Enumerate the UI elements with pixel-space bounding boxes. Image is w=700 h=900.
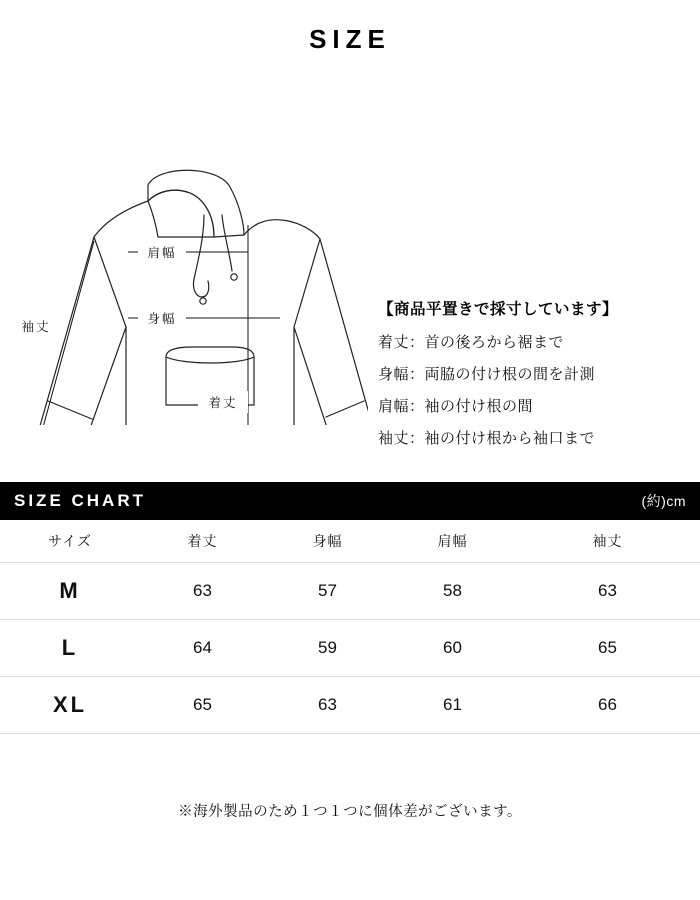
hoodie-diagram (8, 65, 368, 425)
diagram-label-chest (138, 307, 186, 329)
diagram-area (0, 65, 700, 447)
diagram-label-sleeve (10, 315, 62, 337)
cell-length: 65 (140, 677, 265, 734)
size-chart-table (0, 520, 700, 734)
column-header-chest: 身幅 (265, 520, 390, 563)
size-chart-title: SIZE CHART (14, 491, 146, 510)
svg-text:肩幅: 肩幅 (147, 246, 177, 260)
svg-text:身幅: 身幅 (147, 312, 177, 326)
cell-length: 63 (140, 563, 265, 620)
cell-chest: 63 (265, 677, 390, 734)
notes-heading: 【商品平置きで採寸しています】 (378, 301, 619, 318)
column-header-length: 着丈 (140, 520, 265, 563)
row-size-label: M (0, 563, 140, 620)
size-chart (0, 482, 700, 734)
table-row (0, 563, 700, 620)
cell-sleeve: 65 (515, 620, 700, 677)
svg-text:袖丈: 袖丈 (21, 320, 51, 334)
svg-text:着丈: 着丈 (208, 396, 238, 410)
note-line-length: 着丈：首の後ろから裾まで (378, 334, 565, 351)
size-chart-unit: (約)cm (641, 493, 686, 509)
table-row (0, 620, 700, 677)
cell-sleeve: 66 (515, 677, 700, 734)
footnote: ※海外製品のため１つ１つに個体差がございます。 (178, 804, 522, 820)
note-line-shoulder: 肩幅：袖の付け根の間 (378, 398, 534, 415)
diagram-label-shoulder (138, 241, 186, 263)
note-line-sleeve: 袖丈：袖の付け根から袖口まで (378, 430, 596, 447)
cell-length: 64 (140, 620, 265, 677)
size-chart-header (0, 482, 700, 520)
row-size-label: XL (0, 677, 140, 734)
measurement-notes (378, 297, 694, 459)
page-title: SIZE (309, 24, 391, 54)
note-line-chest: 身幅：両脇の付け根の間を計測 (378, 366, 596, 383)
table-header-row (0, 520, 700, 563)
cell-chest: 59 (265, 620, 390, 677)
column-header-sleeve: 袖丈 (515, 520, 700, 563)
cell-shoulder: 58 (390, 563, 515, 620)
diagram-label-length (198, 391, 248, 413)
cell-chest: 57 (265, 563, 390, 620)
cell-sleeve: 63 (515, 563, 700, 620)
column-header-size: サイズ (0, 520, 140, 563)
cell-shoulder: 60 (390, 620, 515, 677)
row-size-label: L (0, 620, 140, 677)
table-row (0, 677, 700, 734)
column-header-shoulder: 肩幅 (390, 520, 515, 563)
cell-shoulder: 61 (390, 677, 515, 734)
